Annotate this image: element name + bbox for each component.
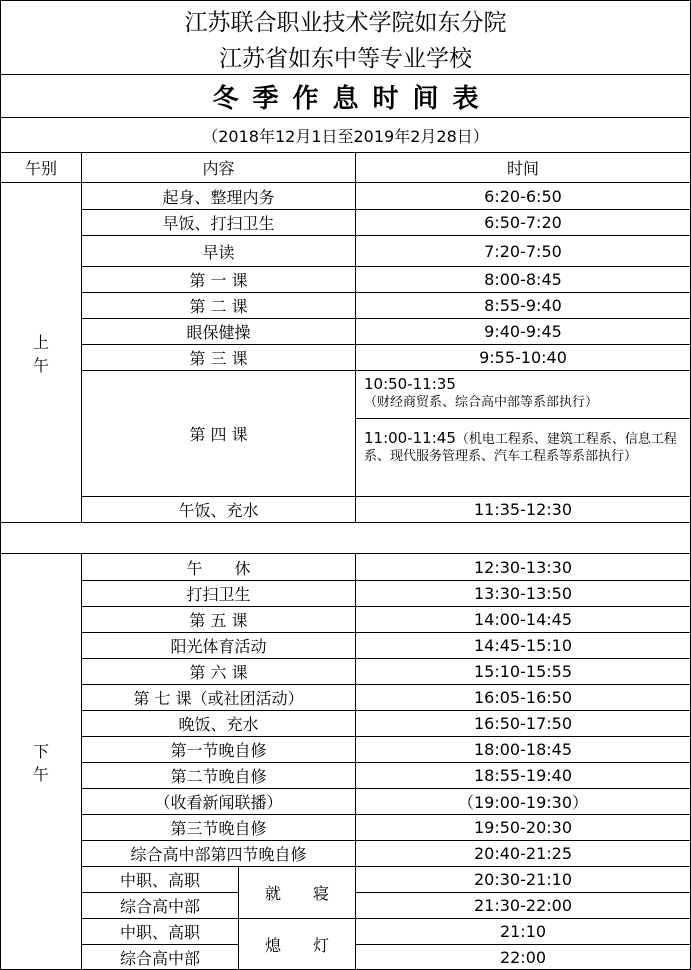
afternoon-row-time: 14:00-14:45 bbox=[474, 610, 572, 629]
afternoon-label: 下午 bbox=[32, 741, 49, 784]
afternoon-row-time: 13:30-13:50 bbox=[474, 584, 572, 603]
afternoon-row-time: 19:50-20:30 bbox=[474, 818, 572, 837]
fourth-lesson-a-time: 10:50-11:35 bbox=[364, 375, 456, 393]
afternoon-row-time: 14:45-15:10 bbox=[474, 636, 572, 655]
sleep-label: 就 寝 bbox=[264, 884, 329, 903]
school-name-line1: 江苏联合职业技术学院如东分院 bbox=[184, 9, 507, 36]
afternoon-row-content: 第 七 课（或社团活动） bbox=[133, 689, 304, 708]
morning-row-time: 7:20-7:50 bbox=[484, 241, 562, 261]
afternoon-row-content: 打扫卫生 bbox=[186, 585, 251, 604]
morning-label: 上午 bbox=[32, 332, 49, 375]
morning-row-time: 6:50-7:20 bbox=[484, 213, 562, 232]
afternoon-row-content: 第三节晚自修 bbox=[170, 819, 267, 838]
lunch-time: 11:35-12:30 bbox=[474, 500, 572, 519]
lunch-content: 午饭、充水 bbox=[178, 501, 259, 520]
header-session: 午别 bbox=[24, 159, 57, 178]
afternoon-row-content: 综合高中部第四节晚自修 bbox=[130, 845, 307, 864]
morning-row-time: 8:55-9:40 bbox=[484, 296, 562, 315]
date-range: （2018年12月1日至2019年2月28日） bbox=[202, 126, 489, 146]
morning-row-time: 6:20-6:50 bbox=[484, 186, 562, 206]
header-time: 时间 bbox=[506, 159, 539, 178]
afternoon-row-time: 20:40-21:25 bbox=[474, 844, 572, 863]
afternoon-row-time: 16:50-17:50 bbox=[474, 714, 572, 733]
afternoon-row-content: 第二节晚自修 bbox=[170, 767, 267, 786]
morning-row-content: 起身、整理内务 bbox=[162, 187, 275, 207]
sleep-time: 20:30-21:10 bbox=[474, 870, 572, 889]
morning-row-content: 第 一 课 bbox=[189, 271, 248, 290]
afternoon-row-content: 晚饭、充水 bbox=[178, 715, 259, 734]
fourth-lesson-content: 第 四 课 bbox=[189, 425, 248, 444]
fourth-lesson-b-time: 11:00-11:45 bbox=[364, 429, 456, 447]
morning-row-time: 8:00-8:45 bbox=[484, 270, 562, 289]
morning-row-content: 眼保健操 bbox=[186, 323, 251, 342]
afternoon-row-content: 午 休 bbox=[186, 558, 251, 578]
fourth-lesson-a-note: （财经商贸系、综合高中部等系部执行） bbox=[364, 395, 599, 410]
afternoon-row-time: 18:00-18:45 bbox=[474, 740, 572, 759]
afternoon-row-time: 18:55-19:40 bbox=[474, 766, 572, 785]
afternoon-row-content: 第一节晚自修 bbox=[170, 741, 267, 760]
fourth-lesson-schedule-b bbox=[364, 430, 686, 465]
afternoon-row-time: 16:05-16:50 bbox=[474, 688, 572, 707]
fourth-lesson-b-note: （机电工程系、建筑工程系、信息工程系、现代服务管理系、汽车工程系等系部执行） bbox=[364, 432, 677, 464]
lights-out-group: 中职、高职 bbox=[119, 923, 200, 942]
morning-row-time: 9:55-10:40 bbox=[479, 348, 567, 367]
morning-row-time: 9:40-9:45 bbox=[484, 322, 562, 341]
lights-out-time: 22:00 bbox=[499, 947, 547, 967]
afternoon-row-content: 阳光体育活动 bbox=[170, 637, 267, 656]
fourth-lesson-schedule-a bbox=[364, 376, 686, 411]
afternoon-row-content: （收看新闻联播） bbox=[154, 793, 283, 812]
morning-row-content: 早读 bbox=[202, 242, 235, 262]
afternoon-row-time: 12:30-13:30 bbox=[474, 557, 572, 577]
lights-out-time: 21:10 bbox=[499, 922, 547, 941]
lights-out-label: 熄 灯 bbox=[264, 935, 329, 955]
page-title: 冬季作息时间表 bbox=[212, 83, 493, 114]
afternoon-row-content: 第 五 课 bbox=[189, 611, 248, 630]
sleep-group: 综合高中部 bbox=[119, 897, 200, 916]
sleep-group: 中职、高职 bbox=[119, 871, 200, 890]
morning-row-content: 第 二 课 bbox=[189, 297, 248, 316]
sleep-time: 21:30-22:00 bbox=[474, 896, 572, 915]
afternoon-row-time: 15:10-15:55 bbox=[474, 662, 572, 681]
morning-row-content: 早饭、打扫卫生 bbox=[162, 214, 275, 233]
morning-row-content: 第 三 课 bbox=[189, 349, 248, 368]
afternoon-row-content: 第 六 课 bbox=[189, 663, 248, 682]
afternoon-row-time: （19:00-19:30） bbox=[458, 793, 588, 812]
school-name-line2: 江苏省如东中等专业学校 bbox=[219, 45, 472, 72]
lights-out-group: 综合高中部 bbox=[119, 948, 200, 968]
header-content: 内容 bbox=[202, 159, 235, 178]
